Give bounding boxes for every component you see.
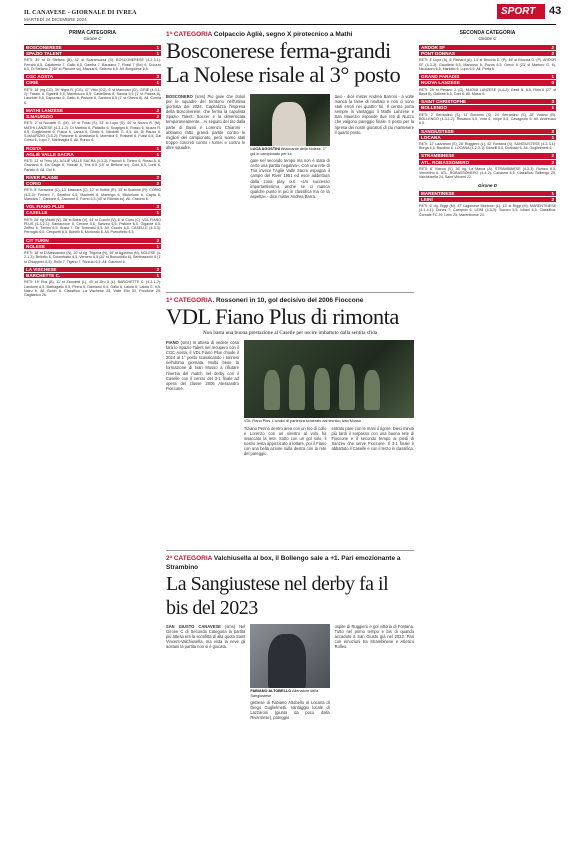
- page-number: 43: [549, 5, 562, 17]
- home-score: 3: [156, 237, 159, 243]
- center-articles: [166, 30, 414, 830]
- photo-caption: VDL Fiano Plus. L'undici di partenza schierato dal tecnico Ivan Musso: [243, 419, 361, 423]
- match-result: [24, 204, 161, 235]
- match-result: [24, 267, 161, 298]
- home-team: SANGIUSTESE: [421, 128, 454, 134]
- group-d-match-list: [419, 191, 556, 217]
- away-team-row: [24, 80, 161, 86]
- home-team: GRAND PARADIS: [421, 74, 460, 80]
- home-team: MARENTINESE: [421, 190, 455, 196]
- match-result: [24, 108, 161, 143]
- player-figure-shape: [339, 364, 355, 410]
- match-report: RETI: 19' Ros (B), 11' st Zanoletti (L), 43' st Ziro 5 (L). BARCHETTE C. (4-3-1-2): Landone 6,5, Barbagallo 6,5, Pirera 6, Damiano 6,5, Gallo 6, Laiola 6, Laiola E. 6,5, Nairu 6. All. Bonin 6. Classifica: La Vischese 28, Valle Elio 33, Pondone 29, Gaglianico 26.: [24, 280, 161, 298]
- home-score: 2: [551, 45, 554, 50]
- player-figure-shape: [314, 368, 330, 410]
- dateline: FIANO: [166, 340, 179, 345]
- home-score: 1: [156, 45, 159, 50]
- home-team: STRAMBINESE: [421, 153, 455, 159]
- away-team-row: [419, 105, 556, 111]
- kicker-category: 1ª CATEGORIA: [166, 31, 213, 38]
- body-text: (sms) Nel Girone C di Seconda Categoria la partita più attesa era la sconfitta di alla quota Saint Vincent-Valchiusella, ma vista la neve gli aostani la partita non si è giocata.: [166, 624, 246, 650]
- away-score: 2: [551, 196, 554, 202]
- away-team: BARCHETTE C.: [26, 273, 61, 279]
- home-score: 1: [551, 74, 554, 80]
- away-team-row: [24, 114, 161, 120]
- body-text: (sms) Pio gioie che dolori per le squadre del territorio nell'ultima giornata del 2024. Capitalizza l'impresa della Bosconerese, che ferma la capolista Spazio Talent. Soccer e la dimenticata temporaneamente... Ai seguito del tiro dalla parte di Bussi e Lorenzo Chiaroni - abbiamo fatto grandi partite contro le migliori del campionato, però siamo stati troppo concreti contro i tornei e contro le altre squadre.: [166, 94, 246, 150]
- away-team: CIRIÈ: [26, 80, 39, 86]
- home-team: RIVER PLAINE: [26, 174, 59, 180]
- away-score: 1: [156, 151, 159, 157]
- away-team: NOLESE: [26, 243, 45, 249]
- match-result: [24, 238, 161, 264]
- match-report: RETI: 4' Lupo (A), 6' Richard (A), 14' st Broccia D. (P), 46' st Broccia D. (P). ARDOR SF (4-3-3): Gaudiera 6,5, Mancuso 6, Pozza 6,5, Greco 6 (23' st Marturo G. 6), Nicolazzo 6,5, Mariotto 6, Lupo 6,5. All. Porta 6.: [419, 58, 556, 71]
- match-report: RETI: 8' Scravone (C), 13' Mascara (C), 12' st Sottile (R), 35' st Scalone (R). CORIO (4-3-3): Ferrero 7, Serafino 6,5, Machetti 6, Marengo 6, Michelone 6, Capra 6, Mascara 7, Cantone 6, Zaccone 6, Forno 6,5 (40' st Ribotta sv). All. Cravero 6.: [24, 188, 161, 201]
- article-divider: [166, 292, 414, 293]
- home-score: 1: [551, 190, 554, 196]
- match-result: [419, 191, 556, 217]
- article-headline: VDL Fiano Plus di rimonta: [166, 304, 399, 329]
- away-team-row: [24, 244, 161, 250]
- away-score: 1: [156, 80, 159, 86]
- home-team: CGC AOSTA: [26, 74, 54, 80]
- article-body-col1: [166, 94, 245, 204]
- home-score: 1: [156, 145, 159, 151]
- dateline: BOSCONERO: [166, 94, 193, 99]
- away-score: 2: [551, 51, 554, 57]
- home-team: CIT TURIN: [26, 237, 49, 243]
- player-figure-shape: [264, 370, 280, 410]
- away-team-row: [419, 160, 556, 166]
- match-report: RETI: 2' st Nicoletti G. (M), 10' st Fussi (S), 33' st Lupo (S), 44' st Nuzzo R. (M). MATHI LANZESE (4-3-1-2): Di Martino 6, Palladio 6, Scapigni 6, Rosso 6, Nuzzo R. 6,5, Guglielmetti 6, Fusca 6, Lanza 6, Giotto 6, Nicoletti G. 6,5. All. Di Rauso 6. S.MAURIZIO (3-5-2): Panzone 6, Anastasio 6, Mormina 6, Rossetti 6, Fussi 6,5, Dal Corso 6, Lupo 7, Martinaglia 6. All. Ronco 6.: [24, 121, 161, 143]
- article-divider: [166, 550, 414, 551]
- page-header: [0, 0, 580, 26]
- home-score: 2: [156, 267, 159, 273]
- home-team: VDL FIANO PLUS: [26, 204, 65, 210]
- group-d-subtitle: Girone D: [477, 182, 497, 188]
- match-result: [419, 74, 556, 96]
- home-score: 2: [551, 128, 554, 134]
- article-body-col3: tavo - dice mister Andrea Barroni - a volte manca la fame di risultato e non ci sono stati errori nei quattro tiri. Il centro porta sempre in vantaggio il Mathi Lanzese e San Maurizio risponde due reti di Nuzzo che valgono pareggio finale. Il posto per la ripresa dei nostri giocatori di cui mantenere il quarto posto.: [334, 94, 414, 135]
- home-team: LA VISCHESE: [26, 267, 57, 273]
- kicker-text: Rossoneri in 10, gol decisivo del 2006 Fioccone: [215, 297, 364, 304]
- right-match-list: [419, 45, 556, 180]
- match-result: [419, 129, 556, 151]
- article-headline: La Sangiustese nel derby fa il bis del 2023: [166, 573, 389, 619]
- issue-date: MARTEDÌ 24 DICEMBRE 2024: [24, 17, 87, 22]
- away-team: AGLIÈ VALLE SACRA: [26, 151, 74, 157]
- match-result: [419, 45, 556, 71]
- player-photo: [250, 94, 329, 146]
- match-report: RETI: 8' Viacon (S), 36' rig. La Marca (A). STRAMBINESE (4-3-3): Romeo 6,5, Vercellino 6. ATL. ROBASSOMERO (4-4-2): Cavanna 6,5. Classifica: Bollengo 29, Valchiusella 24, Saint Vincent 22.: [419, 166, 556, 180]
- home-team: ARDOR SF: [421, 45, 445, 50]
- article-sangiustese: [166, 554, 414, 774]
- away-team: ATL. ROBASSOMERO: [421, 159, 470, 165]
- newspaper-name: IL CANAVESE - GIORNALE DI IVREA: [24, 10, 137, 16]
- player-figure-shape: [272, 102, 306, 146]
- match-report: RETI: 6' rig. Riggi (M), 47' Lagonese Montuori (L), 13' st Riggi (M). MARENTINESE (4-1-4-1): Dones 7, Campolo 6. LEINÌ (4-3-3): Scuoro 5,5, Iuliani 6,5. Classifica: Cornale FC 29, Leinì 25, Marentinese 24.: [419, 204, 556, 217]
- away-team-row: [24, 51, 161, 57]
- left-column-title: PRIMA CATEGORIA: [69, 30, 116, 36]
- header-rule: [24, 24, 556, 25]
- away-team: CASELLE: [26, 210, 48, 216]
- article-body-col2: gare nel secondo tempo ma non è stata di certo una partita negativa». Con una rete di Tria invece l'Agliè Valle Sacra espugna il campo del River 1951 ed esce addirittura dalla zona play out. «Un successo importantissimo, anche se ci manca qualche punto in più in classifica ma ce la aspetta» - dice mister Andrea Barra.: [250, 158, 330, 199]
- away-score: 2: [551, 159, 554, 165]
- section-label: SPORT: [497, 4, 545, 19]
- home-team: SAINT CHRISTOPHE: [421, 99, 467, 105]
- away-score: 1: [156, 273, 159, 279]
- match-result: [419, 99, 556, 125]
- home-score: 3: [156, 74, 159, 80]
- away-team-row: [24, 181, 161, 187]
- match-report: RETI: 18' (rig CG), 39' Nigra R. (CG), 47' Vitto (CG), 6' st Mancuso (Ci). CIRIÈ (4-3-1-2): Fassio 6, Sgarelli 5,5, Mambucco 5,5, Castellana 6, Sanua 5,5 (1' st Piazza 6), Lanzidei 5,5, Caporaso 6, Gatto 6, Pistone 6, Santoro 6,5 (1' st Gheza 6). All. Cornia 6.: [24, 87, 161, 105]
- match-report: RETI: 25' st Pimano J. (G). NUOVA LANZESE (4-4-2): Gesti N. 6,5, Rinn 6 (27' st Bava 6), Gallone 6,5, Coni 6. All. Masci 6.: [419, 87, 556, 96]
- match-report: RETI: 26' rig Vidotti (V), 38' st Bussi (V), 44' st Cocchi (V), 6' st Ciuro (C). VDL FIANO PLUS (4-3-2-1): Santacroce 6, Cerone 5,5, Sanzeu 6,5, Pistone 6,5, Gigante 6,5, Zeffiro 6, Tonino 6,5, Bussi 7, De Tommasi 6,5. All. Cocchi 6,5. CASELLE (4-3-3): Perroglio 6,5, Cerquetti 6,5, Bonelli 6, Moriondo 6. All. Parnofiello 6,5.: [24, 217, 161, 235]
- home-score: 3: [156, 204, 159, 210]
- match-result: [419, 153, 556, 179]
- article-body-col3: ospite di Ruggiero e gol vittoria di Fontana. Tutto nel primo tempo e bis di quando accaduto a San Giusto già nel 2023. Pari con emozioni tra Strambinese e Atletico Rolleo.: [334, 624, 414, 650]
- match-result: [24, 146, 161, 172]
- away-score: 1: [156, 210, 159, 216]
- home-team: BOSCONERESE: [26, 45, 62, 50]
- kicker-category: 2ª CATEGORIA: [166, 555, 213, 562]
- home-score: 2: [156, 174, 159, 180]
- match-report: RETI: 18' st D'Alessandro (N), 20' st rig. Trigona (N), 45' st Agostino (N). NOLESE (4-2-1-3): Bellotto 6, Colombatto 6,5, Vernero 6,5 (20' st Boncoddio 6), Bertinazzolo 6 (1' st Chiappero 6,5), Rollo 7, Tigano 7, Rizzuto 6,5. All. Garzioni 6.: [24, 251, 161, 264]
- player-figure-shape: [364, 370, 380, 410]
- body-text: (sms) In attesa di vedere cosa farà lo Spazio Talent nel recupero con il CGC Aosta, il VDL Fiano Plus chiude il 2024 al 1° posto scavalcando i torinesi nell'ultima giornata. Molto bene la formazione di Ivan Musso a rifiutare l'inerzia del match nel derby con il Caselle con il centro del 3-1 finale ad opera del classe 2006 Alessandro Fioccone.: [166, 340, 239, 391]
- away-team-row: [24, 152, 161, 158]
- team-photo: [244, 340, 414, 418]
- away-team-row: [419, 51, 556, 57]
- home-score: 2: [551, 153, 554, 159]
- away-team-row: [419, 80, 556, 86]
- caption-name: LUCA AGOSTINI: [250, 147, 280, 151]
- caption-text: Allenatore della Sangiustese: [250, 689, 319, 698]
- home-score: 2: [156, 107, 159, 113]
- away-score: 1: [156, 51, 159, 57]
- article-body-col1: [166, 340, 239, 490]
- article-vdl-fiano: [166, 296, 414, 490]
- kicker-text: Valchiusella al box, il Bollengo sale a +1. Pari emozionante a Strambino: [166, 555, 401, 571]
- home-score: 3: [551, 99, 554, 105]
- match-report: RETI: 12' st Trino (A). AGLIÈ VALLE SACRA (4-3-3): Faccioli 6, Tonino 6, Russo A. 6, Graziano 6, Da Sagia 6, Vicinali 6, Tria 6,5 (15' st Bellone sv), Colò 6,5, Lonti 6, Parlato 6. All. Goi 6.: [24, 159, 161, 172]
- match-result: [24, 45, 161, 71]
- right-results-column: [419, 30, 556, 830]
- away-team: BOLLENGO: [421, 105, 448, 111]
- coach-photo: [250, 624, 329, 688]
- article-body-col2: Tiziano Perino dentro area con un tiro di collo e Lorenzo con un sinistro al volo ha insaccato la rete. Sotto con un gol solo, il nostro resta appiccicato a lottare, poi il Fiano con una bella azione sulla destra con la rete del pareggio.: [243, 425, 327, 457]
- home-team: ROSTA: [26, 145, 42, 151]
- photo-caption: [250, 689, 329, 698]
- away-team-row: [419, 197, 556, 203]
- left-results-column: [24, 30, 161, 830]
- away-team-row: [24, 273, 161, 279]
- match-result: [24, 175, 161, 201]
- dateline: SAN GIUSTO CANAVESE: [166, 624, 221, 629]
- away-team: SPAZIO TALENT: [26, 51, 62, 57]
- kicker-category: 1ª CATEGORIA.: [166, 297, 215, 304]
- away-team-row: [24, 210, 161, 216]
- right-column-title: SECONDA CATEGORIA: [459, 30, 516, 36]
- away-team: NUOVA LANZESE: [421, 80, 460, 86]
- article-subheadline: Non basta una buona prestazione al Caselle per uscire imbattuto dalla sentita sfida: [202, 330, 378, 336]
- match-result: [24, 74, 161, 105]
- kicker-text: Colpaccio Agliè, segno X pirotecnico a Mathi: [213, 31, 353, 38]
- away-score: 2: [156, 114, 159, 120]
- coach-figure-shape: [268, 634, 306, 688]
- away-team-row: [419, 135, 556, 141]
- match-report: RETI: 12' Lazzaroni (S), 28' Ruggiero (L), 42' Fontana (S). SANGIUSTESE (4-2-3-1): Borga 6,5, Baudino 6. LOCANA (4-2-3-1): Bonelli 6,5, Dorinato 6. All. Guglielmetti 6.: [419, 141, 556, 151]
- away-team: S.MAURIZIO: [26, 114, 54, 120]
- article-kicker: [166, 554, 414, 572]
- caption-text: Attaccante della Nolese. 1° gol in campionato per lui: [250, 147, 327, 156]
- caption-name: FABIANO ALTOBELLO: [250, 689, 292, 693]
- article-bosconerese: [166, 30, 414, 204]
- article-body-col1: [166, 624, 245, 774]
- player-figure-shape: [289, 365, 305, 410]
- away-team: CORIO: [26, 181, 42, 187]
- left-match-list: [24, 45, 161, 298]
- right-column-subtitle: Girone C: [478, 36, 497, 41]
- left-column-subtitle: Girone C: [83, 36, 102, 41]
- away-team: LOCANA: [421, 134, 441, 140]
- article-body-col2: gistrese di Fabiano Altobello al Locana di Diego Guglielmetti. Vantaggio locale di Lazzaroni (giunta da poco dalla Rivarolese), pareggio: [250, 700, 330, 721]
- away-score: 1: [156, 243, 159, 249]
- away-team: LEINÌ: [421, 196, 433, 202]
- match-report: RETI: 30' st Di Stefano (B), 42' st Scaramuzza (S). BOSCONERESE (4-2-3-1): Ferraro 6,5, Calabrese 7, Gallo 6,5, Gamba 7, Bausano 7, Rossi 7 (Bo) 6, Cuozzo 6,5, Di Stefano 7 (40' st Piccone sv), Mazzai 6, Salerno 6,5. All. Borgolese 6,5.: [24, 58, 161, 71]
- photo-caption: [250, 147, 329, 156]
- away-score: 0: [551, 80, 554, 86]
- away-score: 1: [551, 105, 554, 111]
- article-headline: Bosconerese ferma-grandi La Nolese risale al 3° posto: [166, 38, 401, 87]
- home-team: MATHI LANZESE: [26, 107, 63, 113]
- away-score: 1: [551, 134, 554, 140]
- match-report: RETI: 2' Serrantino (S), 11' Bonomo (S), 24' Serrantino (S), 28' Volano (B). BOLLENGO (4-3-1-2): Rosasco 5,5, Vota 6, Volpe 5,5, Cavagnolo 6. All. Andreucci 6,5.: [419, 112, 556, 126]
- article-body-col3: entrato pare con le mani il rigore. Dieci minuti più tardi il sorpasso con una buona rete di Fioccone e il secondo tempo ai piedi di Sanzeu che serve Fioccone. Il 3-1 finale è abbattuto il Caselle e con il terzo in classifica.: [331, 425, 414, 451]
- away-team: PONT DONNAS: [421, 51, 455, 57]
- away-score: 2: [156, 181, 159, 187]
